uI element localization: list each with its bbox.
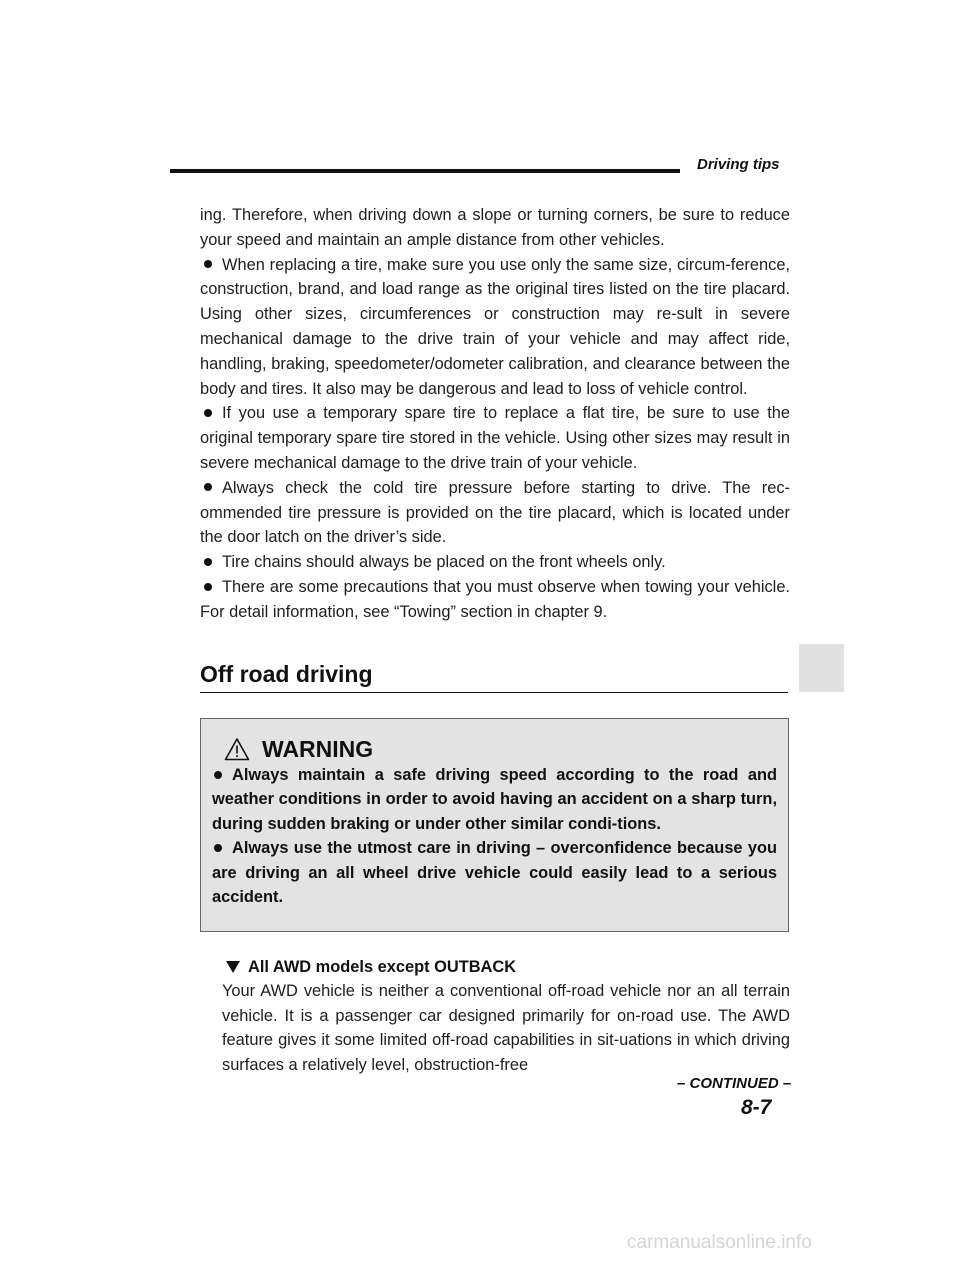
- bullet-icon: [204, 483, 212, 491]
- warning-item: Always use the utmost care in driving – overconfidence because you are driving an all wheel drive vehicle could easily lead to a serious accident.: [212, 839, 777, 907]
- bullet-icon: [204, 583, 212, 591]
- bullet-icon: [214, 771, 222, 779]
- bullet-item: Tire chains should always be placed on the front wheels only.: [200, 550, 790, 575]
- bullet-icon: [204, 409, 212, 417]
- warning-triangle-icon: [224, 737, 250, 761]
- bullet-item: Always check the cold tire pressure before starting to drive. The rec-ommended tire pressure is provided on the tire placard, which is located under the door latch on the driver’s side.: [200, 478, 790, 547]
- bullet-item: There are some precautions that you must observe when towing your vehicle. For detail information, see “Towing” section in chapter 9.: [200, 577, 790, 621]
- body-text: [200, 203, 790, 625]
- subsection-paragraph: Your AWD vehicle is neither a conventional off-road vehicle nor an all terrain vehicle. It is a passenger car designed primarily for on-road use. The AWD feature gives it some limited off-road capabilities in sit-uations in which driving surfaces a relatively level, obstruction-free: [222, 982, 790, 1074]
- chapter-thumb-tab: [799, 644, 844, 692]
- subsection: [222, 955, 790, 1077]
- header-rule: [170, 169, 680, 173]
- page-number: 8-7: [741, 1096, 772, 1119]
- bullet-icon: [214, 844, 222, 852]
- warning-text: [212, 763, 777, 909]
- bullet-icon: [204, 260, 212, 268]
- section-heading: Off road driving: [200, 661, 373, 687]
- subsection-heading: All AWD models except OUTBACK: [222, 955, 790, 979]
- section-rule: [200, 692, 788, 693]
- warning-header: [224, 731, 777, 761]
- bullet-icon: [204, 558, 212, 566]
- warning-item: Always maintain a safe driving speed according to the road and weather conditions in order to avoid having an accident on a sharp turn, during sudden braking or under other similar condi-tions.: [212, 766, 777, 833]
- warning-title: WARNING: [262, 736, 374, 762]
- bullet-item: When replacing a tire, make sure you use only the same size, circum-ference, construction, brand, and load range as the original tires listed on the tire placard. Using other sizes, circumferences or construction may re-sult in severe mechanical damage to the drive train of your vehicle and may affect ride, handling, braking, speedometer/odometer calibration, and clearance between the body and tires. It also may be dangerous and lead to loss of vehicle control.: [200, 255, 790, 398]
- continued-label: – CONTINUED –: [677, 1075, 792, 1092]
- running-header: Driving tips: [697, 156, 780, 173]
- down-triangle-icon: [226, 960, 240, 974]
- bullet-item: If you use a temporary spare tire to replace a flat tire, be sure to use the original temporary spare tire stored in the vehicle. Using other sizes may result in severe mechanical damage to the drive train of your vehicle.: [200, 404, 790, 472]
- intro-paragraph: ing. Therefore, when driving down a slope or turning corners, be sure to reduce your speed and maintain an ample distance from other vehicles.: [200, 206, 790, 249]
- warning-box: [200, 718, 789, 932]
- watermark: carmanualsonline.info: [627, 1232, 812, 1253]
